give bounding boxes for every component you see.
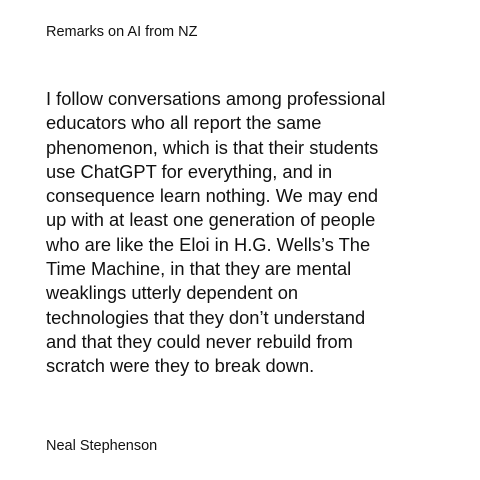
quote-line: weaklings utterly dependent on: [46, 282, 299, 304]
page-title: Remarks on AI from NZ: [46, 24, 198, 40]
quote-line: consequence learn nothing. We may end: [46, 185, 378, 207]
quote-line: scratch were they to break down.: [46, 355, 315, 377]
quote-line: technologies that they don’t understand: [46, 306, 366, 328]
quote-card: [46, 0, 446, 480]
quote-line: educators who all report the same: [46, 112, 322, 134]
quote-line: I follow conversations among professional: [46, 88, 386, 109]
quote-author: Neal Stephenson: [46, 438, 158, 454]
quote-line: use ChatGPT for everything, and in: [46, 160, 333, 182]
quote-body: [46, 87, 385, 379]
quote-line: phenomenon, which is that their students: [46, 136, 379, 158]
quote-line: Time Machine, in that they are mental: [46, 258, 352, 280]
quote-line: who are like the Eloi in H.G. Wells’s The: [46, 233, 371, 255]
quote-line: and that they could never rebuild from: [46, 330, 353, 352]
quote-line: up with at least one generation of people: [46, 209, 376, 231]
